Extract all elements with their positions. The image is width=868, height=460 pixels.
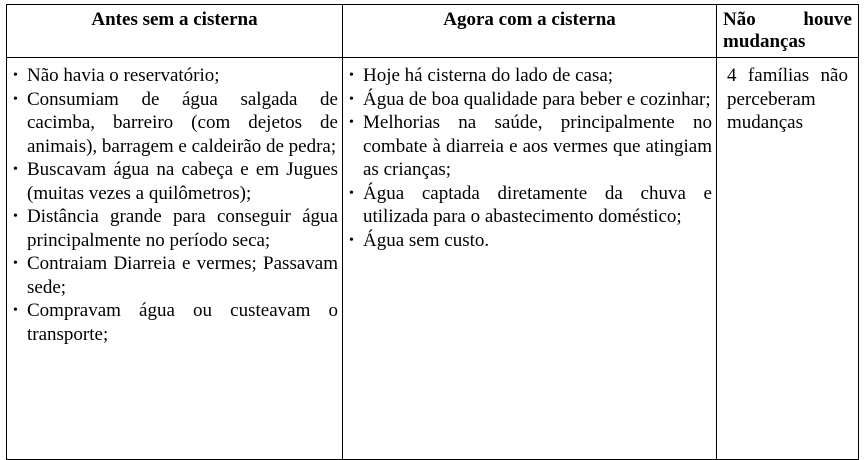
content-row: [7, 58, 859, 460]
bullet-icon: •: [13, 91, 18, 107]
header-before: Antes sem a cisterna: [7, 5, 343, 58]
list-item: [13, 299, 338, 346]
header-row: [7, 5, 859, 58]
before-list: [13, 64, 338, 346]
list-item-text: Hoje há cisterna do lado de casa;: [363, 65, 614, 86]
bullet-icon: •: [13, 162, 18, 177]
list-item: [13, 88, 338, 159]
after-cell: [343, 58, 717, 460]
list-item-text: Água captada diretamente da chuva e utilizada para o abastecimento doméstico;: [363, 182, 712, 227]
list-item-text: Distância grande para conseguir água principalmente no período seca;: [27, 206, 338, 251]
list-item-text: Água de boa qualidade para beber e cozinhar;: [363, 88, 711, 110]
list-item-text: Consumiam de água salgada de cacimba, barreiro (com dejetos de animais), barragem e caldeirão de pedra;: [27, 88, 338, 157]
bullet-icon: •: [349, 91, 354, 107]
list-item: [13, 205, 338, 252]
comparison-table: [6, 4, 859, 460]
list-item-text: Compravam água ou custeavam o transporte;: [27, 300, 338, 345]
bullet-icon: •: [13, 209, 18, 224]
list-item-text: Água sem custo.: [363, 229, 490, 251]
list-item-text: Contraiam Diarreia e vermes; Passavam sede;: [27, 253, 338, 298]
list-item: [349, 88, 712, 112]
bullet-icon: •: [349, 115, 354, 130]
list-item: [349, 111, 712, 182]
header-no-change: Não houve mudanças: [717, 5, 859, 58]
before-cell: [7, 58, 343, 460]
list-item: [13, 252, 338, 299]
list-item: [349, 182, 712, 229]
list-item: [349, 64, 712, 88]
no-change-text: 4 famílias não perceberam mudanças: [727, 65, 848, 133]
list-item-text: Melhorias na saúde, principalmente no combate à diarreia e aos vermes que atingiam as crianças;: [363, 112, 712, 180]
list-item-text: Buscavam água na cabeça e em Jugues (muitas vezes a quilômetros);: [27, 159, 338, 204]
list-item-text: Não havia o reservatório;: [27, 65, 220, 86]
bullet-icon: •: [349, 232, 354, 248]
list-item: [13, 64, 338, 88]
header-after: Agora com a cisterna: [343, 5, 717, 58]
bullet-icon: •: [349, 68, 354, 83]
bullet-icon: •: [13, 303, 18, 318]
bullet-icon: •: [349, 185, 354, 201]
bullet-icon: •: [13, 256, 18, 271]
list-item: [13, 158, 338, 205]
no-change-cell: [717, 58, 859, 460]
bullet-icon: •: [13, 68, 18, 83]
list-item: [349, 229, 712, 253]
after-list: [349, 64, 712, 252]
